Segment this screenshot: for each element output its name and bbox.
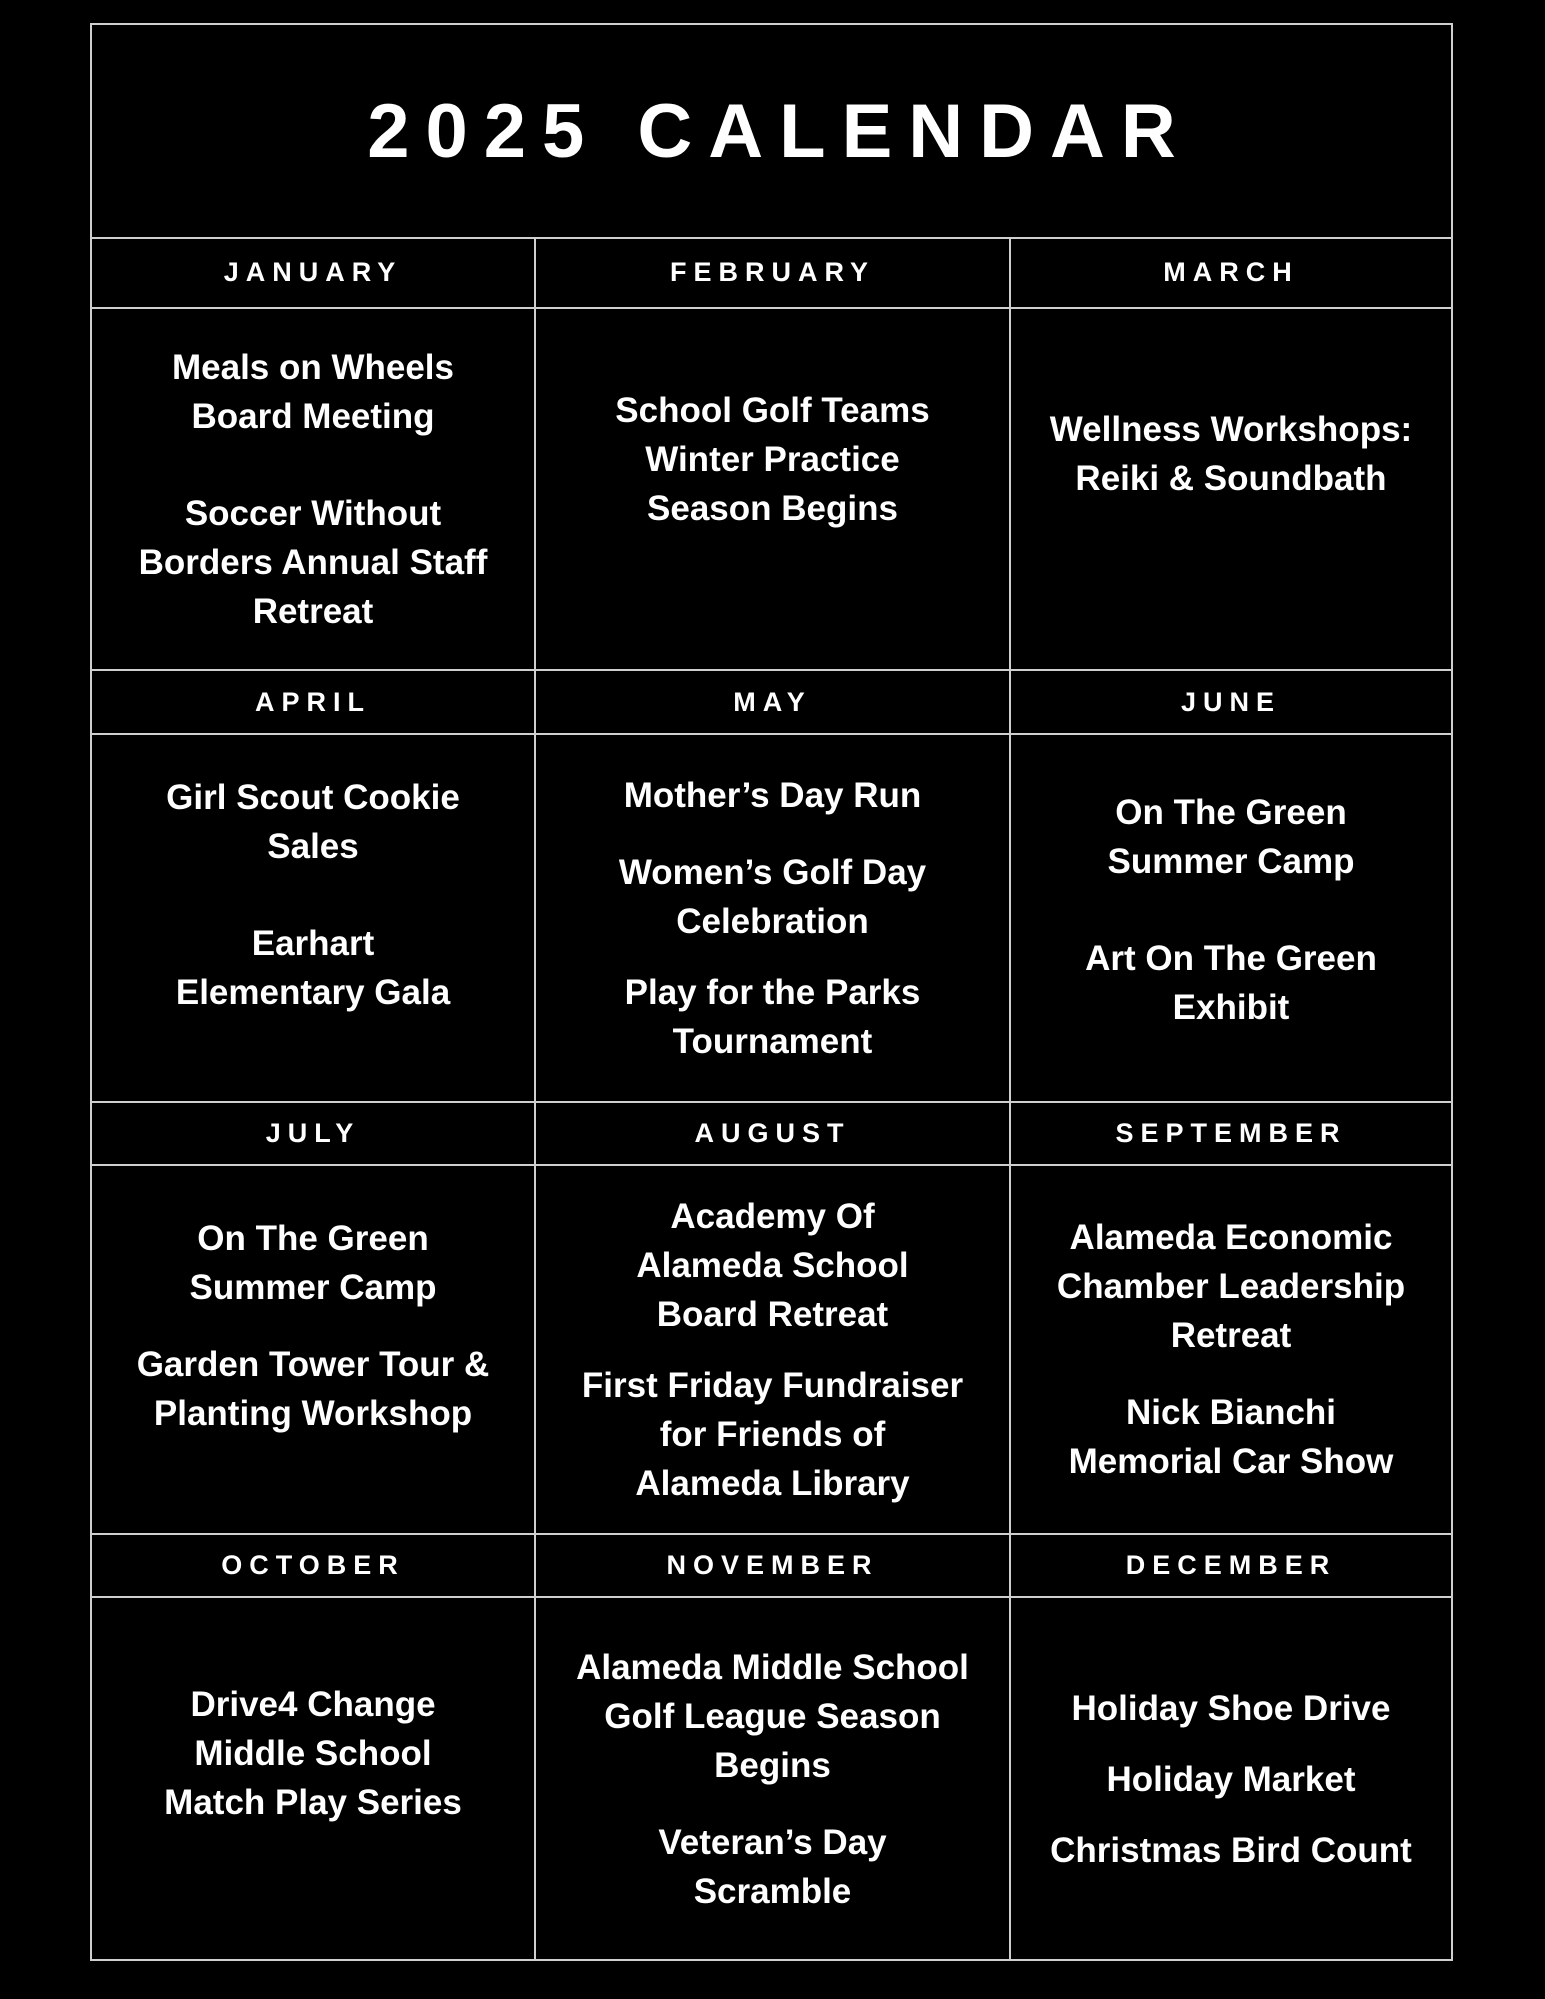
event-item: School Golf Teams Winter Practice Season Begins — [615, 390, 930, 528]
month-header-august: AUGUST — [694, 1118, 851, 1148]
month-body-may — [536, 735, 1009, 1101]
month-body-october — [92, 1598, 534, 1908]
month-body-july — [92, 1166, 534, 1486]
event-item: On The Green Summer Camp — [1107, 793, 1355, 881]
month-header-may: MAY — [733, 686, 812, 717]
month-body-september — [1011, 1166, 1451, 1533]
event-item: Play for the Parks Tournament — [624, 972, 921, 1061]
month-body-february — [536, 309, 1009, 609]
month-header-december: DECEMBER — [1125, 1550, 1337, 1580]
event-item: Academy Of Alameda School Board Retreat — [636, 1196, 909, 1334]
event-item: Alameda Economic Chamber Leadership Retreat — [1056, 1218, 1406, 1355]
month-header-february: FEBRUARY — [669, 256, 875, 287]
event-item: Veteran’s Day Scramble — [658, 1823, 887, 1911]
event-item: Art On The Green Exhibit — [1085, 939, 1377, 1027]
month-body-april — [92, 735, 534, 1055]
event-item: On The Green Summer Camp — [189, 1219, 437, 1307]
event-item: Holiday Shoe Drive — [1071, 1689, 1391, 1728]
month-header-january: JANUARY — [223, 256, 403, 287]
month-header-september: SEPTEMBER — [1115, 1118, 1347, 1148]
title-row — [92, 25, 1451, 239]
event-item: Drive4 Change Middle School Match Play Series — [164, 1684, 462, 1822]
month-header-june: JUNE — [1180, 686, 1282, 717]
calendar-frame — [90, 23, 1453, 1961]
month-body-august — [536, 1166, 1009, 1533]
month-header-november: NOVEMBER — [666, 1550, 879, 1580]
month-body-march — [1011, 309, 1451, 599]
event-item: Soccer Without Borders Annual Staff Retreat — [138, 493, 488, 631]
event-item: Wellness Workshops: Reiki & Soundbath — [1049, 410, 1413, 498]
month-body-december — [1011, 1598, 1451, 1961]
month-body-november — [536, 1598, 1009, 1961]
month-header-july: JULY — [265, 1118, 361, 1148]
event-item: Christmas Bird Count — [1050, 1831, 1412, 1870]
month-body-january — [92, 309, 534, 669]
event-item: Nick Bianchi Memorial Car Show — [1068, 1393, 1394, 1481]
month-header-march: MARCH — [1163, 256, 1299, 287]
event-item: Women’s Golf Day Celebration — [618, 852, 927, 941]
event-item: Garden Tower Tour & Planting Workshop — [136, 1345, 490, 1433]
event-item: Holiday Market — [1106, 1760, 1356, 1799]
month-grid — [92, 237, 1451, 1961]
month-header-october: OCTOBER — [221, 1550, 405, 1580]
month-body-june — [1011, 735, 1451, 1085]
event-item: Girl Scout Cookie Sales — [166, 778, 460, 866]
event-item: Alameda Middle School Golf League Season Begins — [576, 1648, 969, 1785]
event-item: Meals on Wheels Board Meeting — [171, 347, 455, 436]
event-item: Earhart Elementary Gala — [175, 924, 451, 1012]
month-header-april: APRIL — [255, 686, 371, 717]
event-item: Mother’s Day Run — [623, 775, 922, 815]
event-item: First Friday Fundraiser for Friends of Alameda Library — [581, 1365, 964, 1503]
calendar-title: 2025 CALENDAR — [367, 88, 1192, 174]
